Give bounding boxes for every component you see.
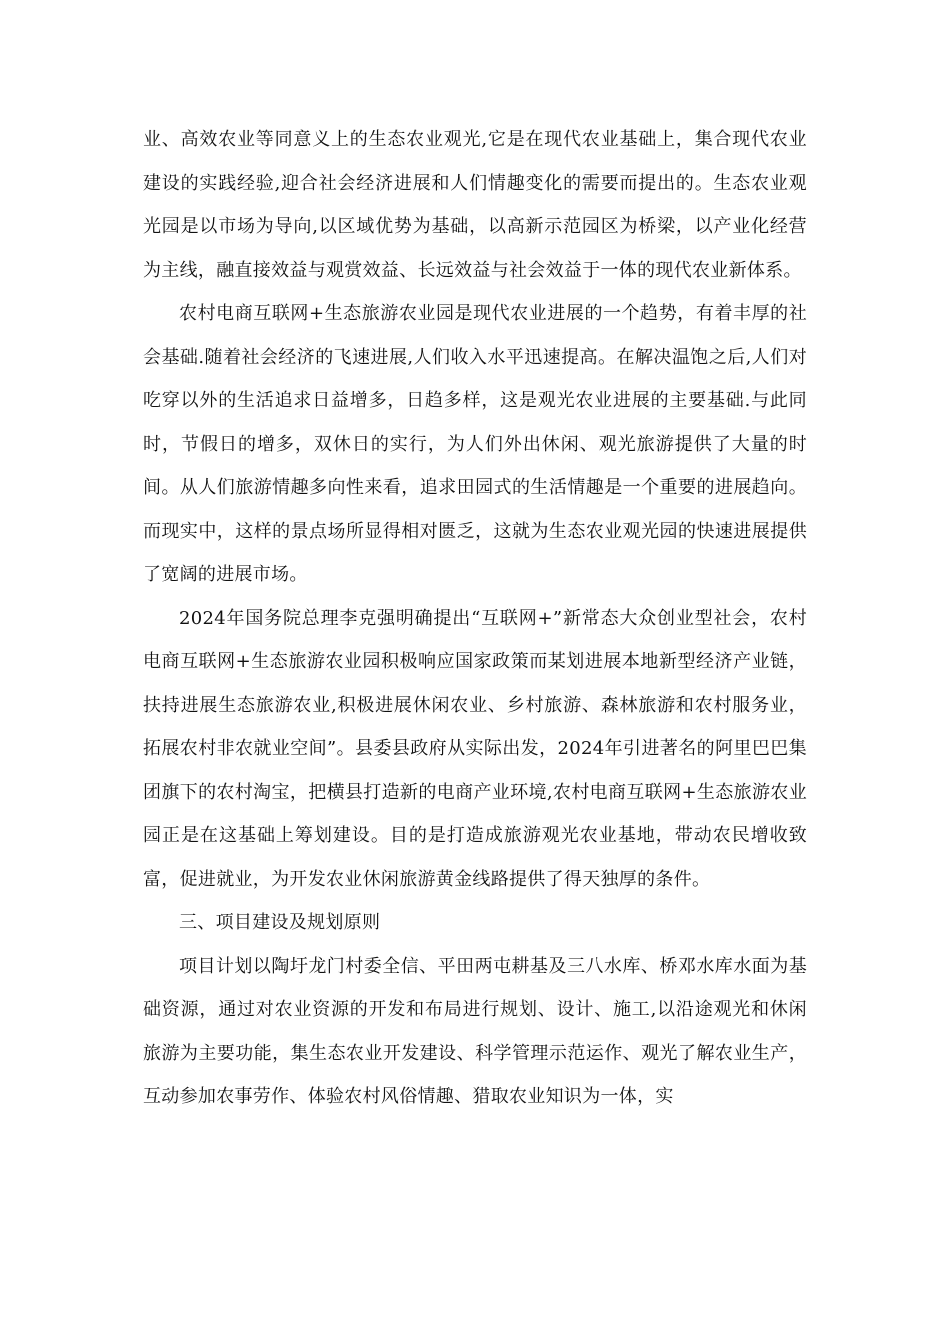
document-body [143, 118, 807, 1119]
paragraph-project-plan: 项目计划以陶圩龙门村委全信、平田两屯耕基及三八水库、桥邓水库水面为基础资源，通过对农业资源的开发和布局进行规划、设计、施工,以沿途观光和休闲旅游为主要功能，集生态农业开发建设、科学管理示范运作、观光了解农业生产，互动参加农事劳作、体验农村风俗情趣、猎取农业知识为一体，实 [143, 955, 807, 1107]
paragraph-ecological-park-definition: 业、高效农业等同意义上的生态农业观光,它是在现代农业基础上，集合现代农业建设的实践经验,迎合社会经济进展和人们情趣变化的需要而提出的。生态农业观光园是以市场为导向,以区域优势为基础，以高新示范园区为桥梁，以产业化经营为主线，融直接效益与观赏效益、长远效益与社会效益于一体的现代农业新体系。 [143, 129, 807, 281]
paragraph-internet-plus-policy: 2024年国务院总理李克强明确提出“互联网+”新常态大众创业型社会，农村电商互联网+生态旅游农业园积极响应国家政策而某划进展本地新型经济产业链，扶持进展生态旅游农业,积极进展休闲农业、乡村旅游、森林旅游和农村服务业，拓展农村非农就业空间”。县委县政府从实际出发，2024年引进著名的阿里巴巴集团旗下的农村淘宝，把横县打造新的电商产业环境,农村电商互联网+生态旅游农业园正是在这基础上筹划建设。目的是打造成旅游观光农业基地，带动农民增收致富，促进就业，为开发农业休闲旅游黄金线路提供了得天独厚的条件。 [143, 607, 807, 890]
paragraph-development-trend: 农村电商互联网+生态旅游农业园是现代农业进展的一个趋势，有着丰厚的社会基础.随着社会经济的飞速进展,人们收入水平迅速提高。在解决温饱之后,人们对吃穿以外的生活追求日益增多，日趋多样，这是观光农业进展的主要基础.与此同时，节假日的增多，双休日的实行，为人们外出休闲、观光旅游提供了大量的时间。从人们旅游情趣多向性来看，追求田园式的生活情趣是一个重要的进展趋向。而现实中，这样的景点场所显得相对匮乏，这就为生态农业观光园的快速进展提供了宽阔的进展市场。 [143, 303, 807, 585]
section-heading-planning-principles: 三、项目建设及规划原则 [179, 912, 381, 933]
